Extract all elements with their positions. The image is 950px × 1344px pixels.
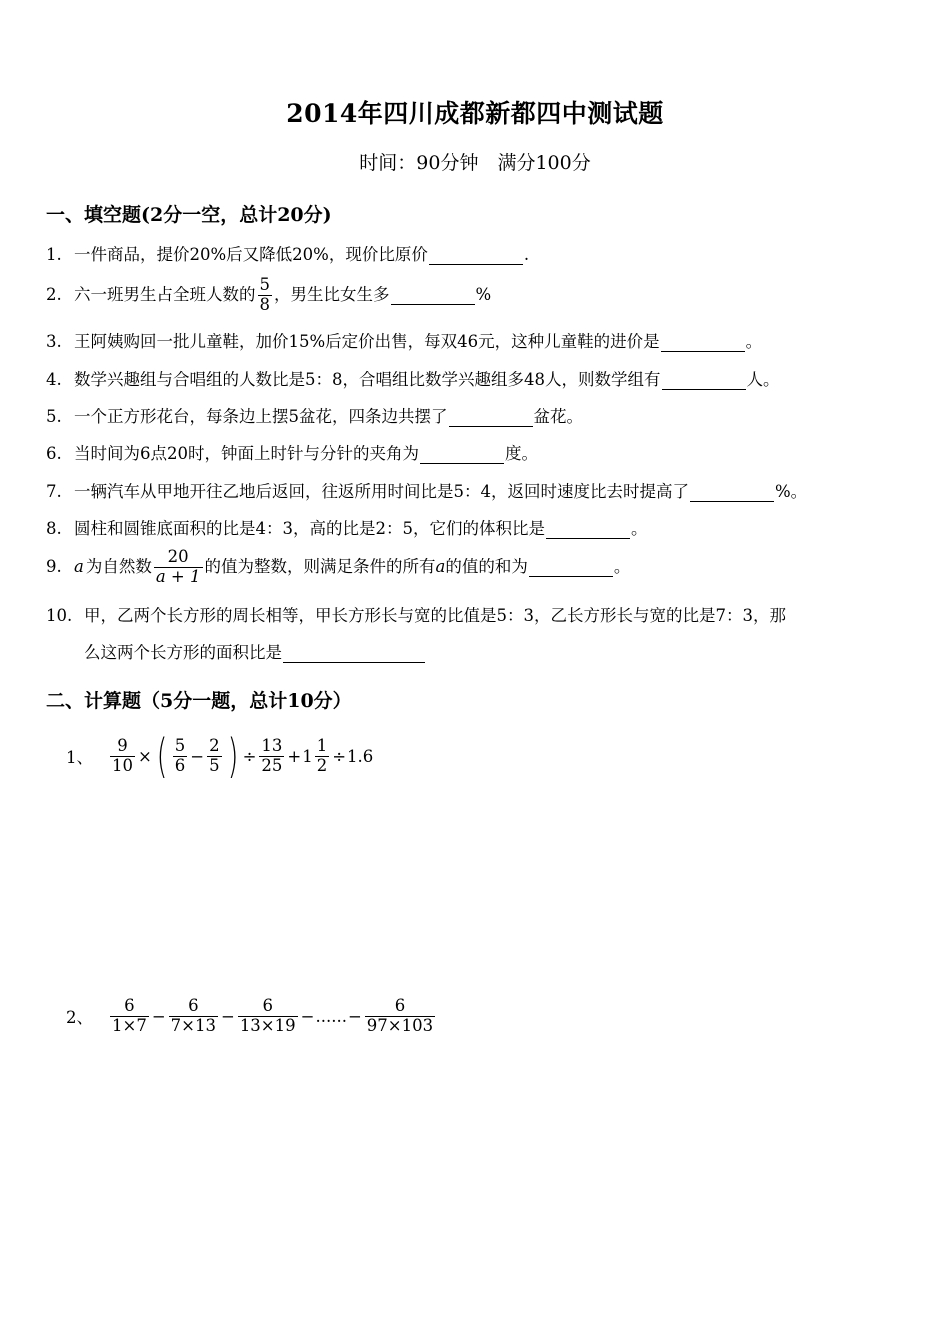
question-text-end: 人。 [746, 370, 780, 389]
question-text-end: 度。 [505, 444, 538, 463]
question-text: 为自然数 [85, 557, 152, 577]
numerator: 5 [174, 735, 186, 755]
calc-number: 2、 [66, 1008, 93, 1028]
numerator: 1 [316, 735, 328, 755]
fraction [315, 737, 330, 776]
answer-blank[interactable] [449, 408, 533, 427]
question-8 [46, 518, 648, 540]
question-7 [46, 481, 807, 503]
question-10-continued [84, 642, 426, 664]
operator: − [300, 1006, 315, 1026]
question-text: 六一班男生占全班人数的 [74, 285, 256, 305]
section-1-heading: 一、填空题(2分一空，总计20分) [46, 204, 332, 226]
calculation-2 [66, 997, 437, 1036]
answer-blank[interactable] [283, 644, 425, 663]
question-number: 7. [46, 482, 62, 501]
fraction [154, 548, 203, 587]
denominator: a + 1 [155, 566, 201, 586]
denominator: 5 [209, 755, 220, 775]
question-6 [46, 443, 538, 465]
section-2-heading: 二、计算题（5分一题，总计10分） [46, 690, 352, 712]
answer-blank[interactable] [391, 286, 475, 305]
question-text-end: . [523, 245, 530, 264]
operator: − [151, 1006, 166, 1026]
numerator: 20 [167, 547, 189, 566]
fraction [238, 997, 298, 1036]
variable-a: a [74, 557, 84, 577]
fraction [259, 737, 284, 776]
question-text: 么这两个长方形的面积比是 [84, 643, 282, 662]
question-2 [46, 276, 491, 315]
denominator: 1×7 [112, 1015, 147, 1035]
question-3 [46, 331, 762, 353]
operator: − [220, 1006, 235, 1026]
question-text-end: 。 [613, 557, 631, 577]
left-paren: ( [156, 729, 168, 783]
question-text-end: %。 [775, 482, 808, 501]
question-number: 6. [46, 444, 62, 463]
question-5 [46, 406, 583, 428]
calc-number: 1、 [66, 748, 93, 767]
question-text: 当时间为6点20时，钟面上时针与分针的夹角为 [74, 444, 419, 463]
answer-blank[interactable] [546, 520, 630, 539]
question-number: 2. [46, 285, 62, 305]
question-text: 甲，乙两个长方形的周长相等，甲长方形长与宽的比值是5：3，乙长方形长与宽的比是7：3，那 [84, 606, 786, 625]
numerator: 13 [261, 735, 283, 755]
right-paren: ) [227, 729, 238, 783]
answer-blank[interactable] [690, 483, 774, 502]
answer-blank[interactable] [529, 558, 613, 577]
question-text-end: 盆花。 [533, 407, 583, 426]
question-text: 数学兴趣组与合唱组的人数比是5：8，合唱组比数学兴趣组多48人，则数学组有 [74, 370, 661, 389]
question-9 [46, 548, 630, 587]
question-10 [46, 605, 786, 627]
operator: ÷ [332, 746, 347, 766]
question-number: 3. [46, 332, 62, 351]
operator: ÷ [242, 746, 257, 766]
denominator: 7×13 [170, 1015, 216, 1035]
answer-blank[interactable] [429, 246, 523, 265]
question-text-mid: 的值为整数，则满足条件的所有 [204, 557, 436, 577]
fraction [110, 737, 135, 776]
denominator: 8 [259, 294, 270, 314]
question-text-end: 。 [631, 519, 648, 538]
denominator: 2 [316, 755, 328, 775]
question-number: 8. [46, 519, 62, 538]
question-text: 一个正方形花台，每条边上摆5盆花，四条边共摆了 [74, 407, 448, 426]
fraction [173, 737, 188, 776]
numerator: 9 [117, 735, 128, 755]
page-title: 2014年四川成都新都四中测试题 [286, 99, 664, 128]
numerator: 6 [188, 996, 199, 1015]
denominator: 13×19 [239, 1015, 296, 1035]
numerator: 5 [259, 275, 270, 294]
variable-a: a [435, 557, 446, 577]
mixed-whole: 1 [302, 746, 313, 766]
calculation-1 [66, 729, 374, 783]
question-number: 4. [46, 370, 62, 389]
operator: + [287, 746, 302, 766]
question-number: 9. [46, 557, 62, 577]
answer-blank[interactable] [662, 371, 746, 390]
fraction [365, 997, 435, 1036]
operator: − [347, 1006, 362, 1026]
question-text-end: 。 [745, 332, 763, 351]
question-1 [46, 244, 529, 266]
numerator: 6 [262, 996, 273, 1015]
answer-blank[interactable] [661, 333, 745, 352]
denominator: 25 [261, 755, 283, 775]
question-text: 一件商品，提价20%后又降低20%，现价比原价 [74, 245, 428, 264]
question-number: 1. [46, 245, 62, 264]
question-text: 圆柱和圆锥底面积的比是4：3，高的比是2：5，它们的体积比是 [74, 519, 545, 538]
denominator: 6 [174, 755, 186, 775]
question-text-mid2: 的值的和为 [445, 557, 528, 577]
denominator: 97×103 [366, 1015, 434, 1035]
number: 1.6 [347, 746, 374, 766]
operator: × [138, 746, 152, 766]
question-4 [46, 369, 780, 391]
question-text-end: % [475, 285, 492, 305]
denominator: 10 [112, 755, 133, 775]
numerator: 6 [124, 996, 135, 1015]
ellipsis: ...... [315, 1006, 347, 1026]
fraction [207, 737, 222, 776]
question-number: 10. [46, 606, 73, 625]
numerator: 2 [209, 735, 220, 755]
question-text-mid: ，男生比女生多 [274, 285, 390, 305]
question-text: 一辆汽车从甲地开往乙地后返回，往返所用时间比是5：4，返回时速度比去时提高了 [74, 482, 689, 501]
fraction [110, 997, 149, 1036]
question-text: 王阿姨购回一批儿童鞋，加价15%后定价出售，每双46元，这种儿童鞋的进价是 [74, 332, 660, 351]
exam-info: 时间：90分钟 满分100分 [359, 152, 591, 174]
answer-blank[interactable] [420, 445, 504, 464]
question-number: 5. [46, 407, 62, 426]
fraction [258, 276, 273, 315]
numerator: 6 [394, 996, 406, 1015]
operator: − [190, 746, 205, 766]
fraction [169, 997, 218, 1036]
